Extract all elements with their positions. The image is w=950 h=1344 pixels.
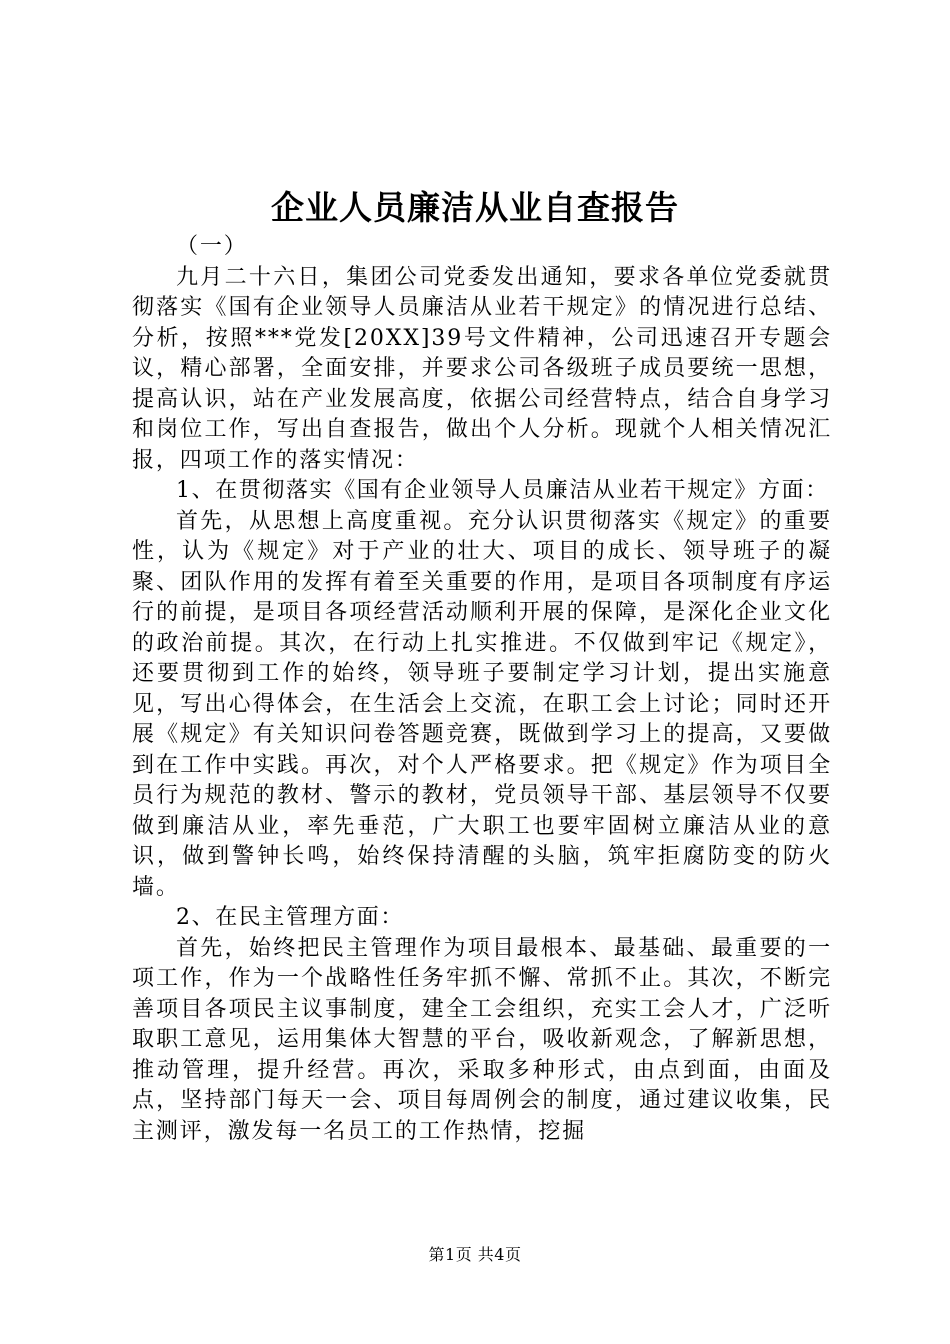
paragraph-item-2: 首先，始终把民主管理作为项目最根本、最基础、最重要的一项工作，作为一个战略性任务牢抓不懈、常抓不止。其次，不断完善项目各项民主议事制度，建全工会组织，充实工会人才，广泛听取职工意见，运用集体大智慧的平台，吸收新观念，了解新思想，推动管理，提升经营。再次，采取多种形式，由点到面，由面及点，坚持部门每天一会、项目每周例会的制度，通过建议收集，民主测评，激发每一名员工的工作热情，挖掘 bbox=[132, 935, 832, 1144]
paragraph-intro: 九月二十六日，集团公司党委发出通知，要求各单位党委就贯彻落实《国有企业领导人员廉洁从业若干规定》的情况进行总结、分析，按照***党发[20XX]39号文件精神，公司迅速召开专题会议，精心部署，全面安排，并要求公司各级班子成员要统一思想，提高认识，站在产业发展高度，依据公司经营特点，结合自身学习和岗位工作，写出自查报告，做出个人分析。现就个人相关情况汇报，四项工作的落实情况： bbox=[132, 264, 832, 473]
document-title: 企业人员廉洁从业自查报告 bbox=[271, 188, 679, 227]
page-footer: 第1页 共4页 bbox=[428, 1245, 522, 1264]
paragraph-item-1: 首先，从思想上高度重视。充分认识贯彻落实《规定》的重要性，认为《规定》对于产业的壮大、项目的成长、领导班子的凝聚、团队作用的发挥有着至关重要的作用，是项目各项制度有序运行的前提，是项目各项经营活动顺利开展的保障，是深化企业文化的政治前提。其次，在行动上扎实推进。不仅做到牢记《规定》，还要贯彻到工作的始终，领导班子要制定学习计划，提出实施意见，写出心得体会，在生活会上交流，在职工会上讨论；同时还开展《规定》有关知识问卷答题竞赛，既做到学习上的提高，又要做到在工作中实践。再次，对个人严格要求。把《规定》作为项目全员行为规范的教材、警示的教材，党员领导干部、基层领导不仅要做到廉洁从业，率先垂范，广大职工也要牢固树立廉洁从业的意识，做到警钟长鸣，始终保持清醒的头脑，筑牢拒腐防变的防火墙。 bbox=[132, 508, 832, 900]
document-body bbox=[132, 232, 832, 1147]
heading-item-2: 2、在民主管理方面： bbox=[176, 905, 404, 930]
section-number: （一） bbox=[176, 234, 248, 259]
heading-item-1: 1、在贯彻落实《国有企业领导人员廉洁从业若干规定》方面： bbox=[176, 478, 829, 503]
